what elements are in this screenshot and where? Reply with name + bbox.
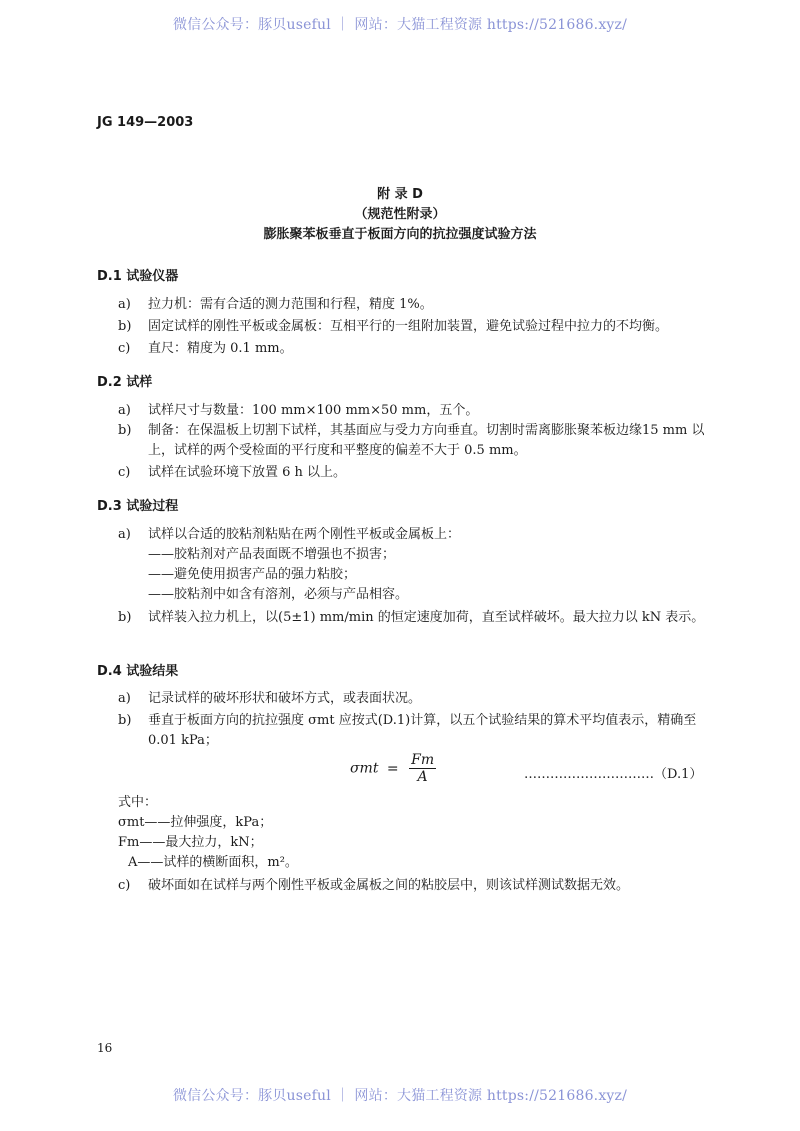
sub-item: ——避免使用损害产品的强力粘胶； — [148, 567, 357, 582]
section-heading-d3: D.3 试验过程 — [97, 499, 179, 514]
formula-numerator: Fm — [411, 752, 435, 768]
item-label: c) — [118, 341, 131, 356]
item-text: 垂直于板面方向的抗拉强度 σmt 应按式(D.1)计算，以五个试验结果的算术平均值表示，精确至 0.01 kPa； — [148, 713, 697, 748]
sub-item: ——胶粘剂中如含有溶剂，必须与产品相容。 — [148, 587, 409, 602]
item-text: 试样在试验环境下放置 6 h 以上。 — [148, 465, 347, 480]
formula-denominator: A — [417, 769, 428, 785]
item-text: 制备：在保温板上切割下试样，其基面应与受力方向垂直。切割时需离膨胀聚苯板边缘15 mm 以上，试样的两个受检面的平行度和平整度的偏差不大于 0.5 mm。 — [148, 423, 705, 458]
item-label: a) — [118, 691, 131, 706]
equation-number: …………………………（D.1） — [524, 767, 703, 782]
section-heading-d1: D.1 试验仪器 — [97, 269, 179, 284]
list-item — [118, 876, 718, 896]
item-text: 试样以合适的胶粘剂粘贴在两个刚性平板或金属板上： — [148, 527, 461, 542]
item-text: 试样装入拉力机上，以(5±1) mm/min 的恒定速度加荷，直至试样破坏。最大拉力以 kN 表示。 — [148, 610, 705, 625]
item-text: 拉力机：需有合适的测力范围和行程，精度 1%。 — [148, 297, 433, 312]
list-item — [118, 421, 718, 461]
item-text: 记录试样的破坏形状和破坏方式，或表面状况。 — [148, 691, 422, 706]
item-label: b) — [118, 713, 132, 728]
formula-fraction — [409, 752, 436, 785]
list-item — [118, 689, 718, 709]
definition-a: A——试样的横断面积，m²。 — [128, 855, 298, 870]
standard-code: JG 149—2003 — [97, 115, 194, 130]
formula-d1 — [350, 752, 436, 785]
formula-lhs: σmt — [350, 760, 379, 777]
item-text: 固定试样的刚性平板或金属板：互相平行的一组附加装置，避免试验过程中拉力的不均衡。 — [148, 319, 669, 334]
formula-equals: = — [386, 760, 399, 777]
where-label: 式中： — [118, 795, 158, 810]
list-item — [118, 295, 718, 315]
item-label: a) — [118, 527, 131, 542]
item-text: 直尺：精度为 0.1 mm。 — [148, 341, 293, 356]
list-item — [118, 339, 718, 359]
item-label: c) — [118, 465, 131, 480]
item-label: b) — [118, 319, 132, 334]
list-item — [118, 525, 718, 545]
item-text: 破坏面如在试样与两个刚性平板或金属板之间的粘胶层中，则该试样测试数据无效。 — [148, 878, 630, 893]
appendix-name: 膨胀聚苯板垂直于板面方向的抗拉强度试验方法 — [263, 227, 537, 242]
item-label: b) — [118, 423, 132, 438]
watermark-bottom: 微信公众号：豚贝useful ｜ 网站：大猫工程资源 https://521686.xyz/ — [172, 1088, 628, 1104]
list-item — [118, 711, 718, 751]
page-number: 16 — [97, 1041, 113, 1055]
definition-sigma: σmt——拉伸强度，kPa； — [118, 815, 273, 830]
item-label: b) — [118, 610, 132, 625]
definition-fm: Fm——最大拉力，kN； — [118, 835, 263, 850]
section-heading-d2: D.2 试样 — [97, 375, 153, 390]
sub-item: ——胶粘剂对产品表面既不增强也不损害； — [148, 547, 396, 562]
item-label: a) — [118, 297, 131, 312]
appendix-type: （规范性附录） — [354, 207, 446, 222]
list-item — [118, 608, 718, 628]
watermark-top: 微信公众号：豚贝useful ｜ 网站：大猫工程资源 https://521686.xyz/ — [172, 17, 628, 33]
appendix-title: 附 录 D — [377, 187, 423, 202]
list-item — [118, 463, 718, 483]
list-item — [118, 317, 718, 337]
list-item — [118, 401, 718, 421]
item-label: a) — [118, 403, 131, 418]
item-label: c) — [118, 878, 131, 893]
item-text: 试样尺寸与数量：100 mm×100 mm×50 mm，五个。 — [148, 403, 479, 418]
section-heading-d4: D.4 试验结果 — [97, 664, 179, 679]
